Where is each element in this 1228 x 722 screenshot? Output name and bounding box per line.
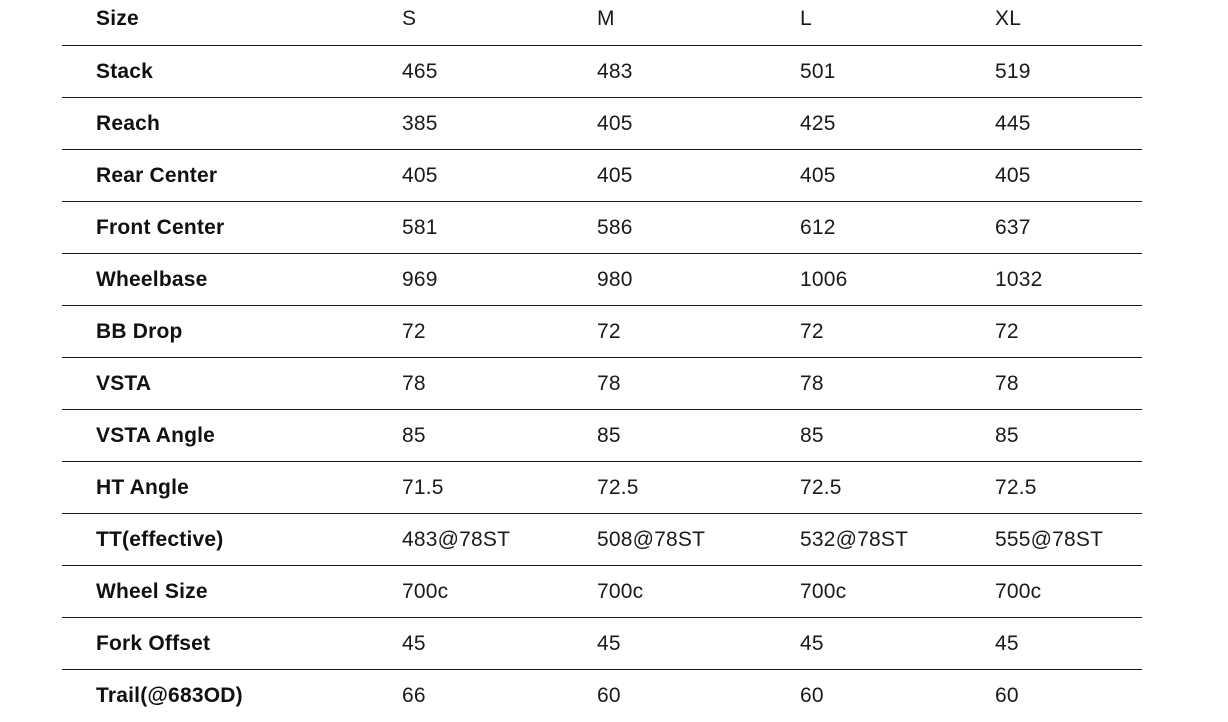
row-value: 700c xyxy=(995,579,1042,603)
row-value: 72.5 xyxy=(800,475,842,499)
row-label: VSTA xyxy=(96,371,152,395)
row-value: 637 xyxy=(995,215,1031,239)
row-value: 700c xyxy=(597,579,644,603)
header-size-m: M xyxy=(597,7,615,30)
table-row xyxy=(62,462,1142,514)
table-row xyxy=(62,618,1142,670)
table-row xyxy=(62,306,1142,358)
row-value: 980 xyxy=(597,267,633,291)
row-value: 405 xyxy=(597,111,633,135)
row-value: 72 xyxy=(597,319,621,343)
row-value: 78 xyxy=(800,371,824,395)
row-value: 72 xyxy=(800,319,824,343)
row-label: Stack xyxy=(96,59,154,83)
row-value: 85 xyxy=(402,423,426,447)
row-value: 85 xyxy=(800,423,824,447)
row-value: 385 xyxy=(402,111,438,135)
row-value: 445 xyxy=(995,111,1031,135)
row-label: TT(effective) xyxy=(96,527,224,551)
row-value: 405 xyxy=(402,163,438,187)
row-value: 483@78ST xyxy=(402,527,511,551)
row-value: 405 xyxy=(597,163,633,187)
row-value: 45 xyxy=(995,631,1019,655)
row-value: 483 xyxy=(597,59,633,83)
row-label: VSTA Angle xyxy=(96,423,216,447)
header-label-size: Size xyxy=(96,7,139,30)
table-row xyxy=(62,566,1142,618)
row-value: 700c xyxy=(800,579,847,603)
row-value: 969 xyxy=(402,267,438,291)
row-value: 60 xyxy=(597,684,621,707)
row-label: Wheelbase xyxy=(96,267,208,291)
row-label: Wheel Size xyxy=(96,579,208,603)
row-value: 60 xyxy=(800,684,824,707)
row-value: 72.5 xyxy=(995,475,1037,499)
row-value: 519 xyxy=(995,59,1031,83)
row-value: 85 xyxy=(597,423,621,447)
row-value: 45 xyxy=(800,631,824,655)
row-value: 72 xyxy=(402,319,426,343)
table-row xyxy=(62,150,1142,202)
row-value: 78 xyxy=(402,371,426,395)
row-value: 405 xyxy=(800,163,836,187)
header-size-s: S xyxy=(402,7,417,30)
row-value: 72 xyxy=(995,319,1019,343)
row-value: 508@78ST xyxy=(597,527,706,551)
header-size-xl: XL xyxy=(995,7,1022,30)
table-row xyxy=(62,202,1142,254)
table-body xyxy=(62,46,1142,722)
row-label: BB Drop xyxy=(96,319,183,343)
row-value: 532@78ST xyxy=(800,527,909,551)
row-value: 60 xyxy=(995,684,1019,707)
table-row xyxy=(62,410,1142,462)
geometry-table xyxy=(62,0,1142,722)
row-value: 85 xyxy=(995,423,1019,447)
table-row xyxy=(62,46,1142,98)
table-row xyxy=(62,514,1142,566)
row-value: 1006 xyxy=(800,267,848,291)
row-value: 72.5 xyxy=(597,475,639,499)
row-value: 78 xyxy=(597,371,621,395)
row-label: Front Center xyxy=(96,215,225,239)
row-label: Trail(@683OD) xyxy=(96,684,243,707)
row-label: Fork Offset xyxy=(96,631,211,655)
row-value: 425 xyxy=(800,111,836,135)
row-value: 78 xyxy=(995,371,1019,395)
table-row xyxy=(62,670,1142,722)
row-value: 581 xyxy=(402,215,438,239)
row-value: 465 xyxy=(402,59,438,83)
row-value: 71.5 xyxy=(402,475,444,499)
row-value: 586 xyxy=(597,215,633,239)
row-value: 405 xyxy=(995,163,1031,187)
row-value: 45 xyxy=(402,631,426,655)
table-row xyxy=(62,254,1142,306)
row-value: 66 xyxy=(402,684,426,707)
row-value: 45 xyxy=(597,631,621,655)
row-value: 612 xyxy=(800,215,836,239)
row-value: 1032 xyxy=(995,267,1043,291)
header-size-l: L xyxy=(800,7,812,30)
row-value: 501 xyxy=(800,59,836,83)
row-label: Reach xyxy=(96,111,161,135)
row-label: Rear Center xyxy=(96,163,218,187)
table-header-row xyxy=(62,0,1142,46)
row-value: 555@78ST xyxy=(995,527,1104,551)
row-value: 700c xyxy=(402,579,449,603)
table-row xyxy=(62,98,1142,150)
row-label: HT Angle xyxy=(96,475,189,499)
table-row xyxy=(62,358,1142,410)
